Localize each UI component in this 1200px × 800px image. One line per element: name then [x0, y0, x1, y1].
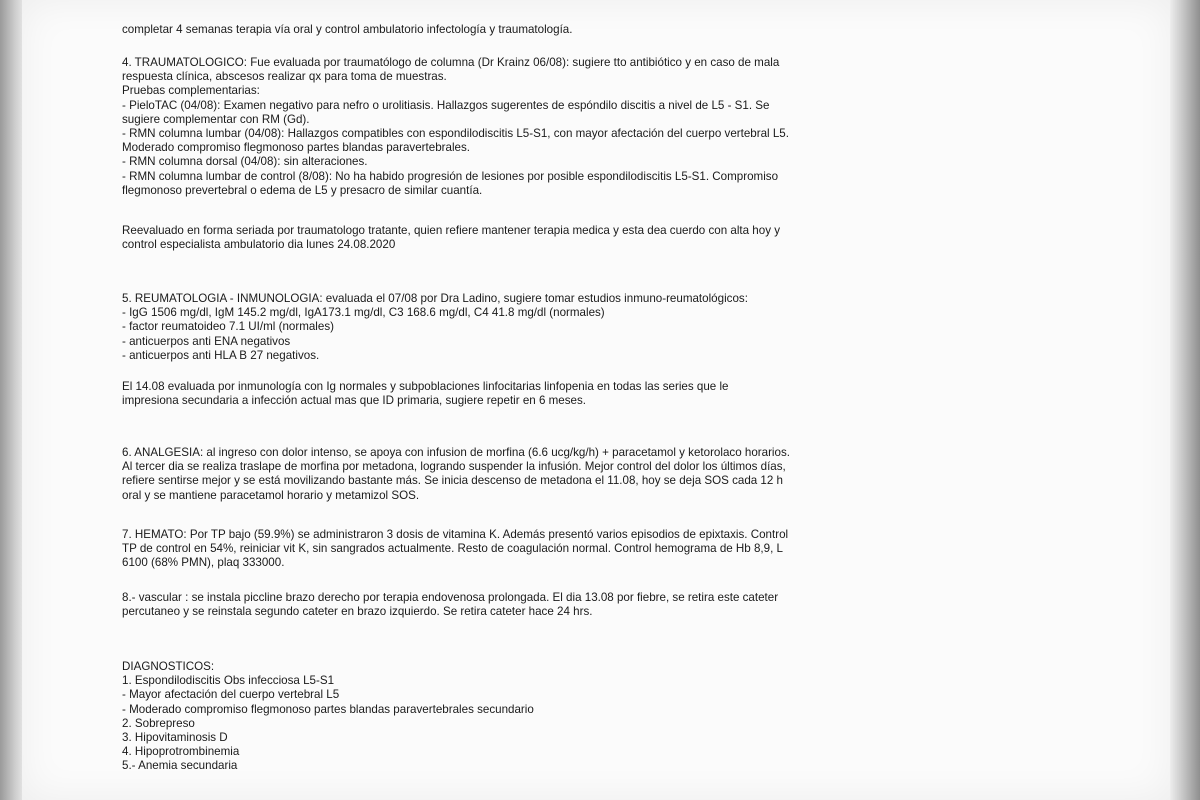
reuma-line: 5. REUMATOLOGIA - INMUNOLOGIA: evaluada el 07/08 por Dra Ladino, sugiere tomar estudios inmuno-reumatológicos: — [122, 292, 748, 305]
vascular-line: percutaneo y se reinstala segundo cateter en brazo izquierdo. Se retira cateter hace 24 hrs. — [122, 605, 593, 619]
analgesia-line: 6. ANALGESIA: al ingreso con dolor intenso, se apoya con infusion de morfina (6.6 ucg/kg/h) + paracetamol y ketorolaco horarios. — [122, 446, 790, 459]
trauma-line: respuesta clínica, abscesos realizar qx para toma de muestras. — [122, 70, 447, 84]
vascular-line: 8.- vascular : se instala piccline brazo derecho por terapia endovenosa prolongada. El dia 13.08 por fiebre, se retira este cateter — [122, 591, 779, 604]
trauma-followup — [122, 224, 780, 252]
diagnostico-item: 1. Espondilodiscitis Obs infecciosa L5-S1 — [122, 674, 335, 688]
trauma-line: Pruebas complementarias: — [122, 84, 260, 98]
section-diagnosticos — [122, 660, 534, 774]
intro-paragraph — [122, 23, 572, 37]
trauma-line: Moderado compromiso flegmonoso partes blandas paravertebrales. — [122, 141, 470, 155]
section-reumatologia — [122, 292, 748, 363]
diagnostico-item: 5.- Anemia secundaria — [122, 759, 238, 773]
hemato-line: 7. HEMATO: Por TP bajo (59.9%) se administraron 3 dosis de vitamina K. Además presentó varios episodios de epixtaxis. Control — [122, 528, 789, 541]
reuma-followup-line: El 14.08 evaluada por inmunología con Ig normales y subpoblaciones linfocitarias linfopenia en todas las series que le — [122, 380, 729, 393]
section-vascular — [122, 591, 778, 619]
trauma-line: flegmonoso prevertebral o edema de L5 y presacro de similar cuantía. — [122, 183, 483, 197]
hemato-line: TP de control en 54%, reiniciar vit K, sin sangrados actualmente. Resto de coagulación normal. Control hemograma de Hb 8,9, L — [122, 542, 783, 556]
trauma-line: - RMN columna lumbar (04/08): Hallazgos compatibles con espondilodiscitis L5-S1, con mayor afectación del cuerpo vertebral L5. — [122, 127, 789, 141]
hemato-line: 6100 (68% PMN), plaq 333000. — [122, 556, 285, 570]
section-traumatologico — [122, 56, 789, 198]
diagnostico-item: - Moderado compromiso flegmonoso partes blandas paravertebrales secundario — [122, 702, 534, 716]
diagnostico-item: - Mayor afectación del cuerpo vertebral L5 — [122, 688, 340, 702]
diagnosticos-title: DIAGNOSTICOS: — [122, 660, 215, 673]
trauma-line: - RMN columna dorsal (04/08): sin alteraciones. — [122, 155, 368, 169]
analgesia-line: Al tercer dia se realiza traslape de morfina por metadona, logrando suspender la infusión. Mejor control del dolor los últimos días, — [122, 460, 786, 474]
reuma-line: - IgG 1506 mg/dl, IgM 145.2 mg/dl, IgA173.1 mg/dl, C3 168.6 mg/dl, C4 41.8 mg/dl (normales) — [122, 306, 605, 320]
reuma-line: - factor reumatoideo 7.1 UI/ml (normales) — [122, 320, 334, 334]
reuma-followup — [122, 380, 728, 408]
diagnostico-item: 3. Hipovitaminosis D — [122, 731, 228, 745]
section-analgesia — [122, 446, 790, 503]
reuma-followup-line: impresiona secundaria a infección actual mas que ID primaria, sugiere repetir en 6 meses. — [122, 394, 586, 408]
reuma-line: - anticuerpos anti HLA B 27 negativos. — [122, 348, 320, 362]
analgesia-line: oral y se mantiene paracetamol horario y metamizol SOS. — [122, 488, 420, 502]
section-hemato — [122, 528, 788, 571]
trauma-line: - RMN columna lumbar de control (8/08): No ha habido progresión de lesiones por posible espondilodiscitis L5-S1. Compromiso — [122, 169, 779, 183]
diagnostico-item: 2. Sobrepreso — [122, 716, 195, 730]
trauma-line: sugiere complementar con RM (Gd). — [122, 112, 310, 126]
trauma-followup-line: control especialista ambulatorio dia lunes 24.08.2020 — [122, 238, 396, 252]
trauma-followup-line: Reevaluado en forma seriada por traumatologo tratante, quien refiere mantener terapia medica y esta dea cuerdo con alta hoy y — [122, 224, 781, 237]
analgesia-line: refiere sentirse mejor y se está movilizando bastante más. Se inicia descenso de metadona el 11.08, hoy se deja SOS cada 12 h — [122, 474, 784, 488]
trauma-line: - PieloTAC (04/08): Examen negativo para nefro o urolitiasis. Hallazgos sugerentes de espóndilo discitis a nivel de L5 - S1. Se — [122, 98, 770, 112]
diagnostico-item: 4. Hipoprotrombinemia — [122, 745, 240, 759]
reuma-line: - anticuerpos anti ENA negativos — [122, 334, 291, 348]
scan-edge-right — [1170, 0, 1200, 800]
trauma-line: 4. TRAUMATOLOGICO: Fue evaluada por traumatólogo de columna (Dr Krainz 06/08): sugiere tto antibiótico y en caso de mala — [122, 56, 780, 69]
intro-line: completar 4 semanas terapia vía oral y control ambulatorio infectología y traumatología. — [122, 23, 573, 36]
